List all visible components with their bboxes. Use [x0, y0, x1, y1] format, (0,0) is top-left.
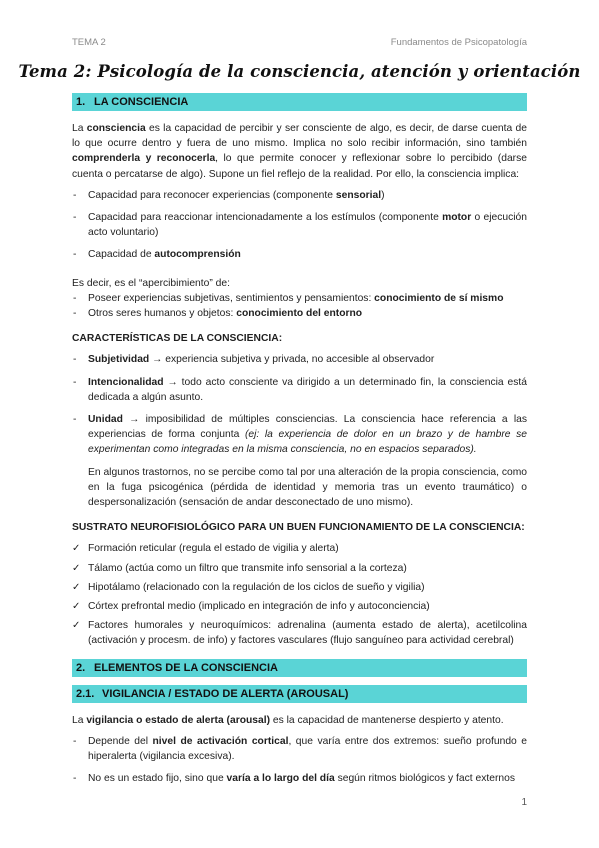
section-number: 1.	[76, 96, 86, 108]
list-item: - Capacidad para reaccionar intencionadamente a los estímulos (componente motor o ejecución acto voluntario)	[72, 210, 527, 240]
section-title: LA CONSCIENCIA	[94, 96, 189, 108]
paragraph-definition	[72, 121, 527, 182]
section-title: VIGILANCIA / ESTADO DE ALERTA (AROUSAL)	[102, 687, 349, 700]
section-number: 2.1.	[76, 687, 95, 700]
list-item: - Capacidad para reconocer experiencias (componente sensorial)	[72, 188, 527, 203]
list-item: ✓ Tálamo (actúa como un filtro que transmite info sensorial a la corteza)	[72, 561, 527, 576]
header-left: TEMA 2	[72, 37, 106, 48]
list-item: ✓ Hipotálamo (relacionado con la regulación de los ciclos de sueño y vigilia)	[72, 580, 527, 595]
bold-term: consciencia	[86, 123, 146, 134]
page-title: Tema 2: Psicología de la consciencia, atención y orientación	[18, 62, 581, 81]
header-right: Fundamentos de Psicopatología	[390, 37, 527, 48]
section-number: 2.	[76, 661, 86, 674]
list-apercibimiento	[72, 291, 527, 321]
page-number: 1	[521, 797, 527, 808]
section-title: ELEMENTOS DE LA CONSCIENCIA	[94, 661, 278, 674]
bold-term: comprenderla y reconocerla	[72, 153, 216, 165]
section-2-1-heading	[72, 685, 527, 703]
subheading-caracteristicas: CARACTERÍSTICAS DE LA CONSCIENCIA:	[72, 333, 283, 345]
text: es la capacidad de percibir y ser consciente de algo, es decir, de darse cuenta de lo que ocurre dentro y fuera de uno mismo. Implica no solo recibir información, sino también	[72, 123, 527, 150]
text: , lo que permite conocer y reflexionar sobre lo percibido (darse cuenta o percatarse de algo). Supone un fiel reflejo de la realidad. Por ello, la consciencia implica:	[72, 153, 527, 180]
paragraph-es-decir: Es decir, es el “apercibimiento” de:	[72, 277, 230, 289]
list-implica	[72, 188, 527, 263]
text: La	[72, 123, 87, 134]
list-item: - Otros seres humanos y objetos: conocimiento del entorno	[72, 306, 527, 321]
subheading-sustrato: SUSTRATO NEUROFISIOLÓGICO PARA UN BUEN FUNCIONAMIENTO DE LA CONSCIENCIA:	[72, 522, 525, 534]
paragraph-trastornos: En algunos trastornos, no se percibe como tal por una alteración de la propia consciencia, como en la fuga psicogénica (pérdida de identidad y memoria tras un evento traumático) o despersonalización (sensación de andar desconectado de uno mismo).	[88, 466, 528, 509]
list-item: - No es un estado fijo, sino que varía a lo largo del día según ritmos biológicos y fact externos	[72, 771, 527, 786]
section-2-heading	[72, 659, 527, 677]
list-item: - Intencionalidad → todo acto consciente va dirigido a un determinado fin, la consciencia está dedicada a algún asunto.	[72, 375, 527, 405]
list-item: - Subjetividad → experiencia subjetiva y privada, no accesible al observador	[72, 352, 527, 367]
list-item: ✓ Córtex prefrontal medio (implicado en integración de info y autoconciencia)	[72, 599, 527, 614]
list-vigilancia	[72, 734, 527, 787]
list-item: ✓ Factores humorales y neuroquímicos: adrenalina (aumenta estado de alerta), acetilcolina (activación y procesm. de info) y factores vasculares (flujo sanguíneo para actividad cerebral)	[72, 618, 527, 648]
section-1-heading	[72, 93, 527, 111]
list-item: - Depende del nivel de activación cortical, que varía entre dos extremos: sueño profundo e hiperalerta (vigilancia excesiva).	[72, 734, 527, 764]
list-sustrato	[72, 541, 527, 648]
list-item: - Capacidad de autocomprensión	[72, 247, 527, 262]
list-item: - Poseer experiencias subjetivas, sentimientos y pensamientos: conocimiento de sí mismo	[72, 291, 527, 306]
list-item: - Unidad → imposibilidad de múltiples consciencias. La consciencia hace referencia a las experiencias de forma conjunta (ej: la experiencia de dolor en un brazo y de hambre se experimentan como integradas en la misma consciencia, no en espacios separados).	[72, 412, 527, 458]
document-body	[72, 93, 527, 794]
list-caracteristicas	[72, 352, 527, 457]
list-item: ✓ Formación reticular (regula el estado de vigilia y alerta)	[72, 541, 527, 556]
paragraph-vigilancia: La vigilancia o estado de alerta (arousal) es la capacidad de mantenerse despierto y atento.	[72, 714, 504, 726]
